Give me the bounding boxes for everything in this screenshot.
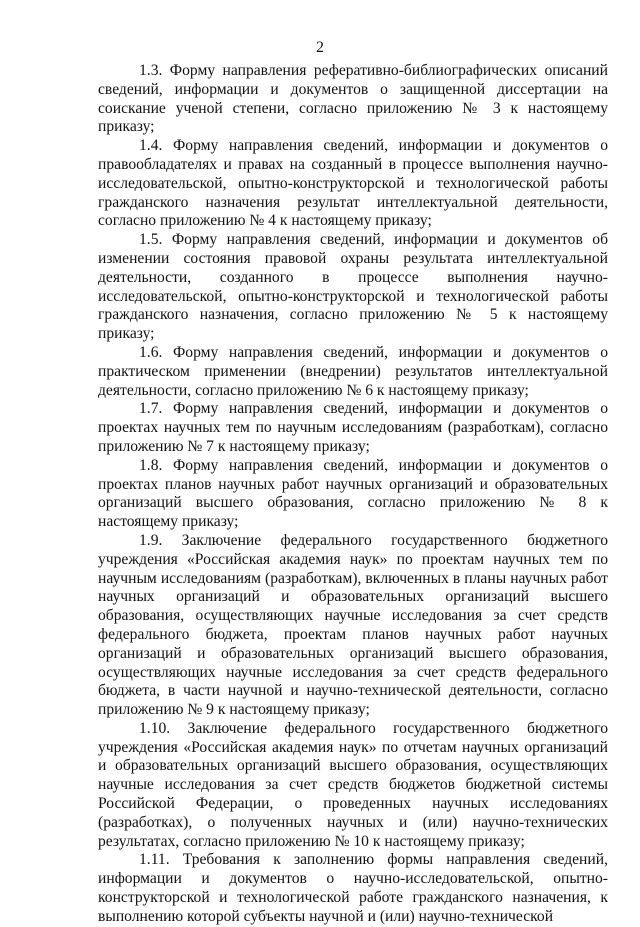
- paragraph-1-7: 1.7. Форму направления сведений, информации и документов о проектах научных тем по научным исследованиям (разработкам), согласно приложению № 7 к настоящему приказу;: [98, 400, 608, 455]
- paragraph-1-6: 1.6. Форму направления сведений, информации и документов о практическом применении (внедрении) результатов интеллектуальной деятельности, согласно приложению № 6 к настоящему приказу;: [98, 343, 608, 399]
- paragraph-1-9: 1.9. Заключение федерального государственного бюджетного учреждения «Российская академия наук» по проектам научных тем по научным исследованиям (разработкам), включенных в планы научных работ научных организаций и образовательных организаций высшего образования, осуществляющих научные исследования за счет средств федерального бюджета, проектам планов научных работ научных организаций и образовательных организаций высшего образования, осуществляющих научные исследования за счет средств федерального бюджета, в части научной и научно-технической деятельности, согласно приложению № 9 к настоящему приказу;: [98, 531, 608, 719]
- paragraph-1-10: 1.10. Заключение федерального государственного бюджетного учреждения «Российская академия наук» по отчетам научных организаций и образовательных организаций высшего образования, осуществляющих научные исследования за счет средств бюджетов бюджетной системы Российской Федерации, о проведенных научных исследованиях (разработках), о полученных научных и (или) научно-технических результатах, согласно приложению № 10 к настоящему приказу;: [98, 719, 608, 850]
- paragraph-1-5: 1.5. Форму направления сведений, информации и документов об изменении состояния правовой охраны результата интеллектуальной деятельности, созданного в процессе выполнения научно-исследовательской, опытно-конструкторской и технологической работы гражданского назначения, согласно приложению № 5 к настоящему приказу;: [98, 231, 608, 343]
- paragraph-1-3: 1.3. Форму направления реферативно-библиографических описаний сведений, информации и документов о защищенной диссертации на соискание ученой степени, согласно приложению № 3 к настоящему приказу;: [98, 62, 608, 136]
- document-body: [98, 62, 608, 927]
- paragraph-1-11: 1.11. Требования к заполнению формы направления сведений, информации и документов о научно-исследовательской, опытно-конструкторской и технологической работе гражданского назначения, к выполнению которой субъекты научной и (или) научно-технической: [98, 851, 608, 925]
- paragraph-1-8: 1.8. Форму направления сведений, информации и документов о проектах планов научных работ научных организаций и образовательных организаций высшего образования, согласно приложению № 8 к настоящему приказу;: [98, 456, 608, 531]
- page-number: 2: [316, 39, 324, 56]
- paragraph-1-4: 1.4. Форму направления сведений, информации и документов о правообладателях и правах на созданный в процессе выполнения научно-исследовательской, опытно-конструкторской и технологической работы гражданского назначения результат интеллектуальной деятельности, согласно приложению № 4 к настоящему приказу;: [98, 137, 608, 230]
